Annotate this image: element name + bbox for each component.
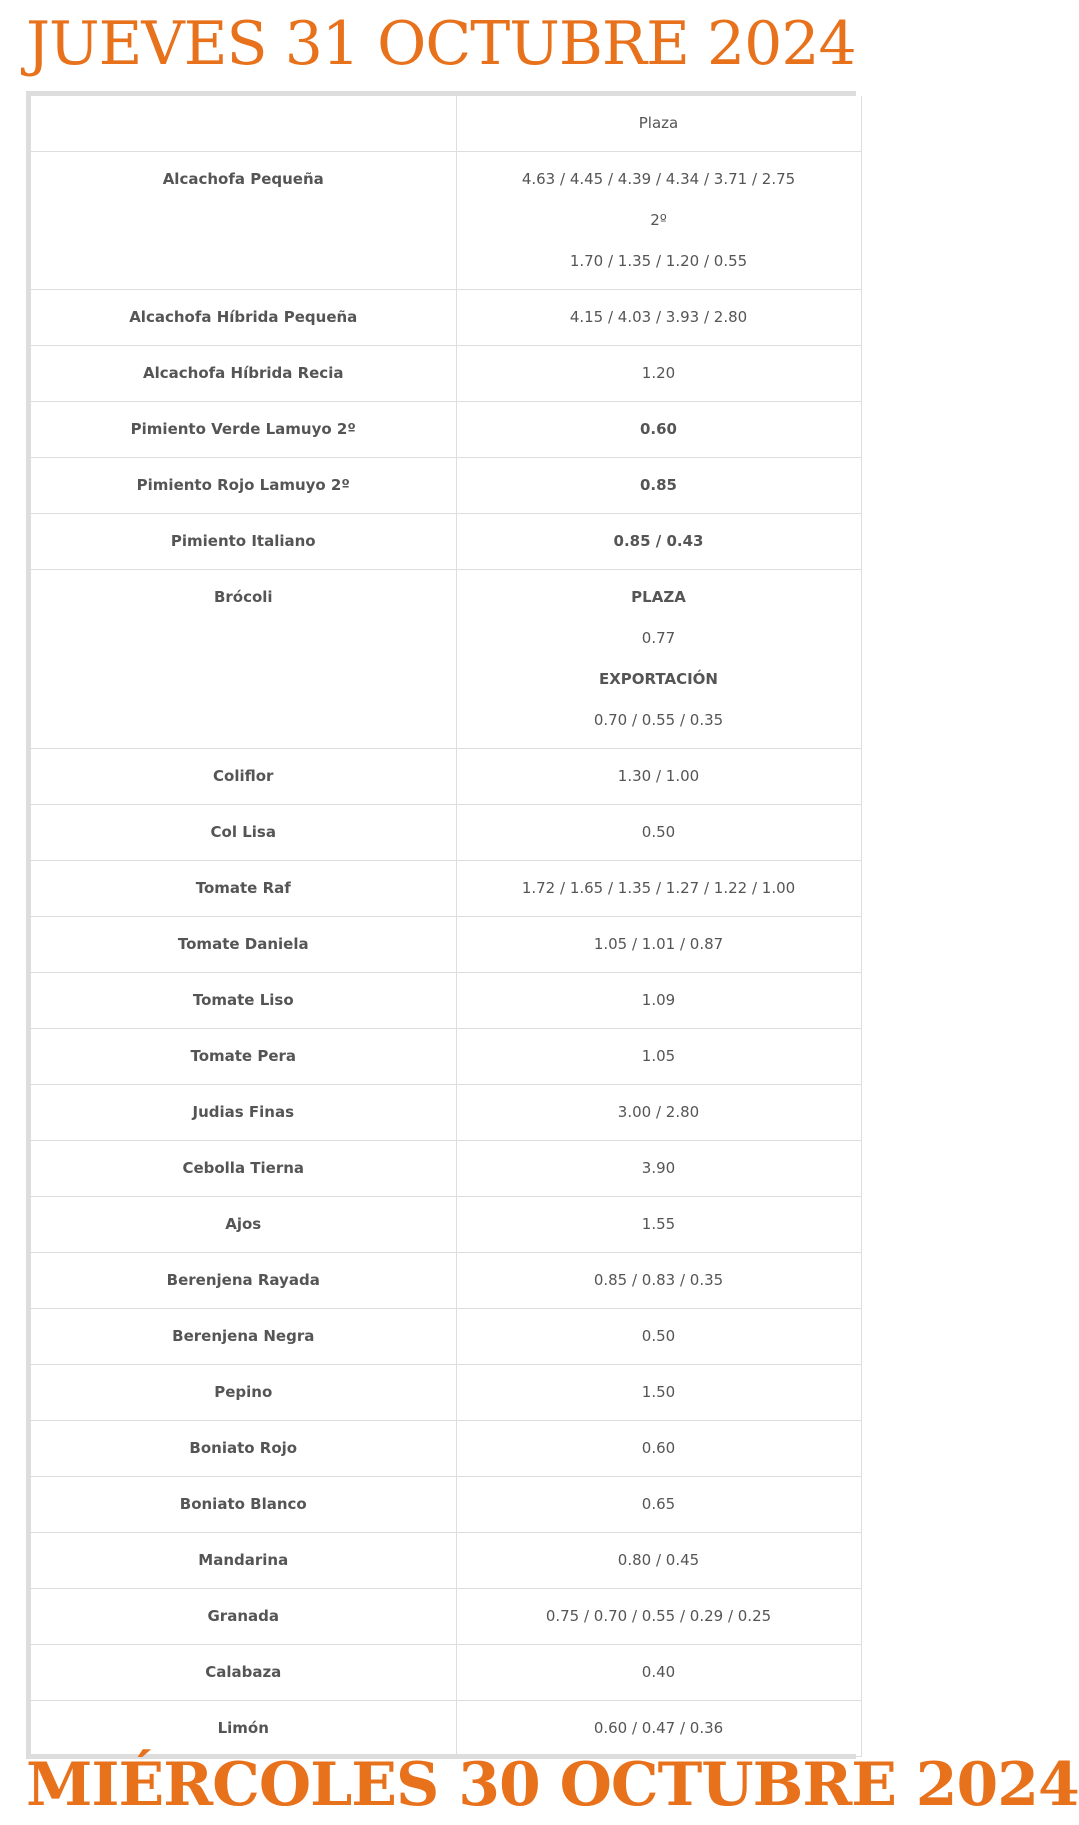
product-name-cell: Limón [31, 1701, 456, 1757]
price-cell [456, 1645, 861, 1701]
price-line: 0.60 / 0.47 / 0.36 [593, 1719, 724, 1737]
price-line: 0.80 / 0.45 [617, 1551, 700, 1569]
product-name-cell: Ajos [31, 1197, 456, 1253]
product-name-cell: Granada [31, 1589, 456, 1645]
product-name-cell: Pimiento Rojo Lamuyo 2º [31, 458, 456, 514]
price-cell [456, 1477, 861, 1533]
product-name-cell: Pepino [31, 1365, 456, 1421]
table-row [31, 514, 861, 570]
product-name-cell: Cebolla Tierna [31, 1141, 456, 1197]
header-plaza-cell: Plaza [456, 96, 861, 152]
price-line: 0.77 [641, 629, 676, 647]
next-section-title: MIÉRCOLES 30 OCTUBRE 2024 [26, 1750, 1079, 1820]
table-row [31, 152, 861, 290]
price-cell [456, 346, 861, 402]
price-cell [456, 402, 861, 458]
price-cell [456, 973, 861, 1029]
price-cell [456, 1141, 861, 1197]
table-row [31, 1253, 861, 1309]
table-row [31, 973, 861, 1029]
table-row [31, 290, 861, 346]
table-row [31, 1197, 861, 1253]
product-name-cell: Boniato Rojo [31, 1421, 456, 1477]
table-row [31, 346, 861, 402]
price-line: 1.55 [641, 1215, 676, 1233]
price-line: 0.60 [641, 1439, 676, 1457]
price-line: 0.75 / 0.70 / 0.55 / 0.29 / 0.25 [545, 1607, 772, 1625]
product-name-cell: Judias Finas [31, 1085, 456, 1141]
price-line: 0.40 [641, 1663, 676, 1681]
price-cell [456, 152, 861, 290]
product-name-cell: Tomate Raf [31, 861, 456, 917]
price-cell [456, 1085, 861, 1141]
price-line: EXPORTACIÓN [598, 670, 718, 688]
price-line: 1.30 / 1.00 [617, 767, 700, 785]
price-line: 0.85 / 0.83 / 0.35 [593, 1271, 724, 1289]
product-name-cell: Tomate Pera [31, 1029, 456, 1085]
price-line: PLAZA [631, 588, 686, 606]
price-line: 1.50 [641, 1383, 676, 1401]
price-line: 4.63 / 4.45 / 4.39 / 4.34 / 3.71 / 2.75 [521, 170, 796, 188]
product-name-cell: Brócoli [31, 570, 456, 749]
price-cell [456, 1029, 861, 1085]
price-cell [456, 749, 861, 805]
table-row [31, 861, 861, 917]
page-title: JUEVES 31 OCTUBRE 2024 [26, 9, 856, 79]
product-name-cell: Alcachofa Híbrida Recia [31, 346, 456, 402]
price-line: 0.70 / 0.55 / 0.35 [593, 711, 724, 729]
price-line: 0.85 / 0.43 [613, 532, 704, 550]
price-cell [456, 1253, 861, 1309]
price-cell [456, 805, 861, 861]
table-row [31, 749, 861, 805]
price-cell [456, 1197, 861, 1253]
product-name-cell: Coliflor [31, 749, 456, 805]
product-name-cell: Boniato Blanco [31, 1477, 456, 1533]
table-row [31, 805, 861, 861]
price-line: 1.09 [641, 991, 676, 1009]
table-row [31, 1421, 861, 1477]
price-line: 1.72 / 1.65 / 1.35 / 1.27 / 1.22 / 1.00 [521, 879, 796, 897]
table-row [31, 570, 861, 749]
table-row [31, 1085, 861, 1141]
table-row [31, 1029, 861, 1085]
table-row [31, 1533, 861, 1589]
price-cell [456, 1589, 861, 1645]
table-row [31, 1365, 861, 1421]
table-header-row [31, 96, 861, 152]
table-row [31, 917, 861, 973]
price-cell [456, 1309, 861, 1365]
product-name-cell: Alcachofa Híbrida Pequeña [31, 290, 456, 346]
price-line: 0.85 [639, 476, 677, 494]
price-line: 1.70 / 1.35 / 1.20 / 0.55 [569, 252, 748, 270]
price-line: 1.05 / 1.01 / 0.87 [593, 935, 724, 953]
price-table [31, 96, 862, 1757]
price-cell [456, 861, 861, 917]
price-cell [456, 917, 861, 973]
product-name-cell: Mandarina [31, 1533, 456, 1589]
price-line: 0.50 [641, 823, 676, 841]
price-cell [456, 290, 861, 346]
price-cell [456, 1365, 861, 1421]
table-row [31, 1589, 861, 1645]
table-row [31, 1645, 861, 1701]
price-cell [456, 1533, 861, 1589]
price-line: 0.60 [639, 420, 677, 438]
product-name-cell: Tomate Liso [31, 973, 456, 1029]
product-name-cell: Berenjena Rayada [31, 1253, 456, 1309]
product-name-cell: Pimiento Italiano [31, 514, 456, 570]
table-row [31, 1309, 861, 1365]
price-cell [456, 570, 861, 749]
table-row [31, 1477, 861, 1533]
price-line: 0.50 [641, 1327, 676, 1345]
table-row [31, 402, 861, 458]
price-cell [456, 458, 861, 514]
price-line: 1.05 [641, 1047, 676, 1065]
header-product-cell [31, 96, 456, 152]
table-row [31, 458, 861, 514]
price-line: 2º [650, 211, 667, 229]
price-table-container [26, 91, 856, 1759]
product-name-cell: Col Lisa [31, 805, 456, 861]
table-row [31, 1141, 861, 1197]
product-name-cell: Tomate Daniela [31, 917, 456, 973]
price-cell [456, 514, 861, 570]
price-line: 0.65 [641, 1495, 676, 1513]
product-name-cell: Calabaza [31, 1645, 456, 1701]
price-line: 3.90 [641, 1159, 676, 1177]
product-name-cell: Alcachofa Pequeña [31, 152, 456, 290]
product-name-cell: Berenjena Negra [31, 1309, 456, 1365]
product-name-cell: Pimiento Verde Lamuyo 2º [31, 402, 456, 458]
price-line: 4.15 / 4.03 / 3.93 / 2.80 [569, 308, 748, 326]
price-line: 1.20 [641, 364, 676, 382]
price-cell [456, 1421, 861, 1477]
price-line: 3.00 / 2.80 [617, 1103, 700, 1121]
